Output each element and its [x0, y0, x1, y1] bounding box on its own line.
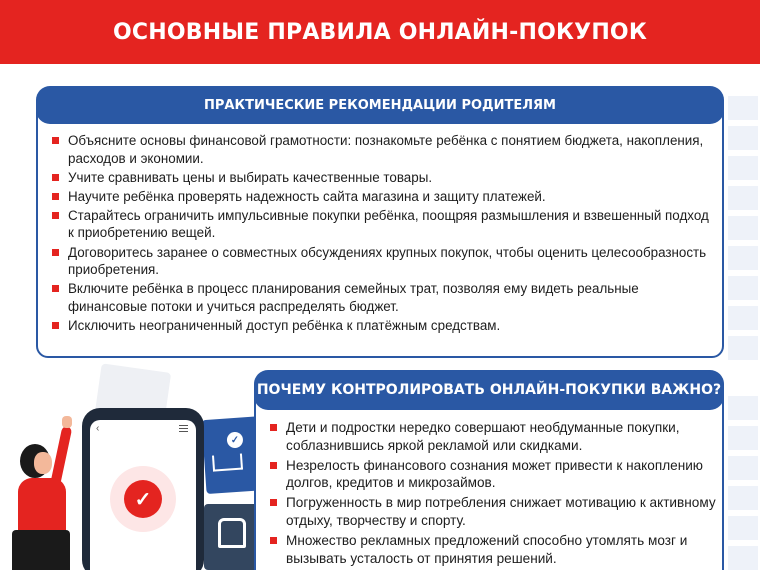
success-check-icon: ✓	[124, 480, 162, 518]
bullet-square-icon	[52, 193, 59, 200]
bullet-square-icon	[52, 174, 59, 181]
list-item: Учите сравнивать цены и выбирать качественные товары.	[52, 169, 716, 187]
bullet-square-icon	[270, 537, 277, 544]
woman-skirt	[12, 530, 70, 570]
armchair-icon	[218, 518, 246, 548]
list-item: Исключить неограниченный доступ ребёнка к платёжным средствам.	[52, 317, 716, 335]
hamburger-menu-icon	[179, 425, 188, 432]
bullet-square-icon	[52, 285, 59, 292]
bullet-square-icon	[52, 322, 59, 329]
shopping-illustration	[0, 360, 254, 570]
parent-recommendations-card	[36, 97, 724, 358]
list-item: Незрелость финансового сознания может привести к накоплению долгов, кредитов и микрозаймов.	[270, 457, 720, 493]
background-grid	[724, 96, 760, 570]
why-control-card	[254, 380, 724, 570]
page-header	[0, 0, 760, 64]
list-item: Договоритесь заранее о совместных обсуждениях крупных покупок, чтобы оценить целесообразность приобретения.	[52, 244, 716, 279]
bullet-square-icon	[52, 249, 59, 256]
bullet-square-icon	[270, 499, 277, 506]
list-item: Погруженность в мир потребления снижает мотивацию к активному отдыху, творчеству и спорту.	[270, 494, 720, 530]
list-item: Объясните основы финансовой грамотности: познакомьте ребёнка с понятием бюджета, накопления, расходов и экономии.	[52, 132, 716, 167]
list-item: Дети и подростки нередко совершают необдуманные покупки, соблазнившись яркой рекламой или скидками.	[270, 419, 720, 455]
bullet-square-icon	[52, 137, 59, 144]
woman-face	[34, 452, 52, 474]
bullet-square-icon	[270, 462, 277, 469]
list-item: Включите ребёнка в процесс планирования семейных трат, позволяя ему видеть реальные финансовые потоки и учиться распределять бюджет.	[52, 280, 716, 315]
checkmark-badge-icon: ✓	[226, 431, 243, 448]
woman-body	[18, 478, 66, 538]
page-title: ОСНОВНЫЕ ПРАВИЛА ОНЛАЙН-ПОКУПОК	[112, 19, 648, 45]
cart-icon	[212, 454, 243, 472]
back-chevron-icon: ‹	[96, 423, 100, 434]
list-item: Множество рекламных предложений способно утомлять мозг и вызывать усталость от принятия решений.	[270, 532, 720, 568]
parent-recommendations-list	[52, 132, 716, 336]
bullet-square-icon	[52, 212, 59, 219]
phone-screen	[90, 420, 196, 570]
why-control-list	[270, 419, 720, 569]
why-control-title: ПОЧЕМУ КОНТРОЛИРОВАТЬ ОНЛАЙН-ПОКУПКИ ВАЖНО?	[254, 370, 724, 410]
smartphone-icon	[82, 408, 204, 570]
parent-recommendations-title: ПРАКТИЧЕСКИЕ РЕКОМЕНДАЦИИ РОДИТЕЛЯМ	[36, 86, 724, 124]
bullet-square-icon	[270, 424, 277, 431]
woman-hand	[62, 416, 72, 428]
list-item: Научите ребёнка проверять надежность сайта магазина и защиту платежей.	[52, 188, 716, 206]
list-item: Старайтесь ограничить импульсивные покупки ребёнка, поощряя размышления и взвешенный подход к приобретению вещей.	[52, 207, 716, 242]
